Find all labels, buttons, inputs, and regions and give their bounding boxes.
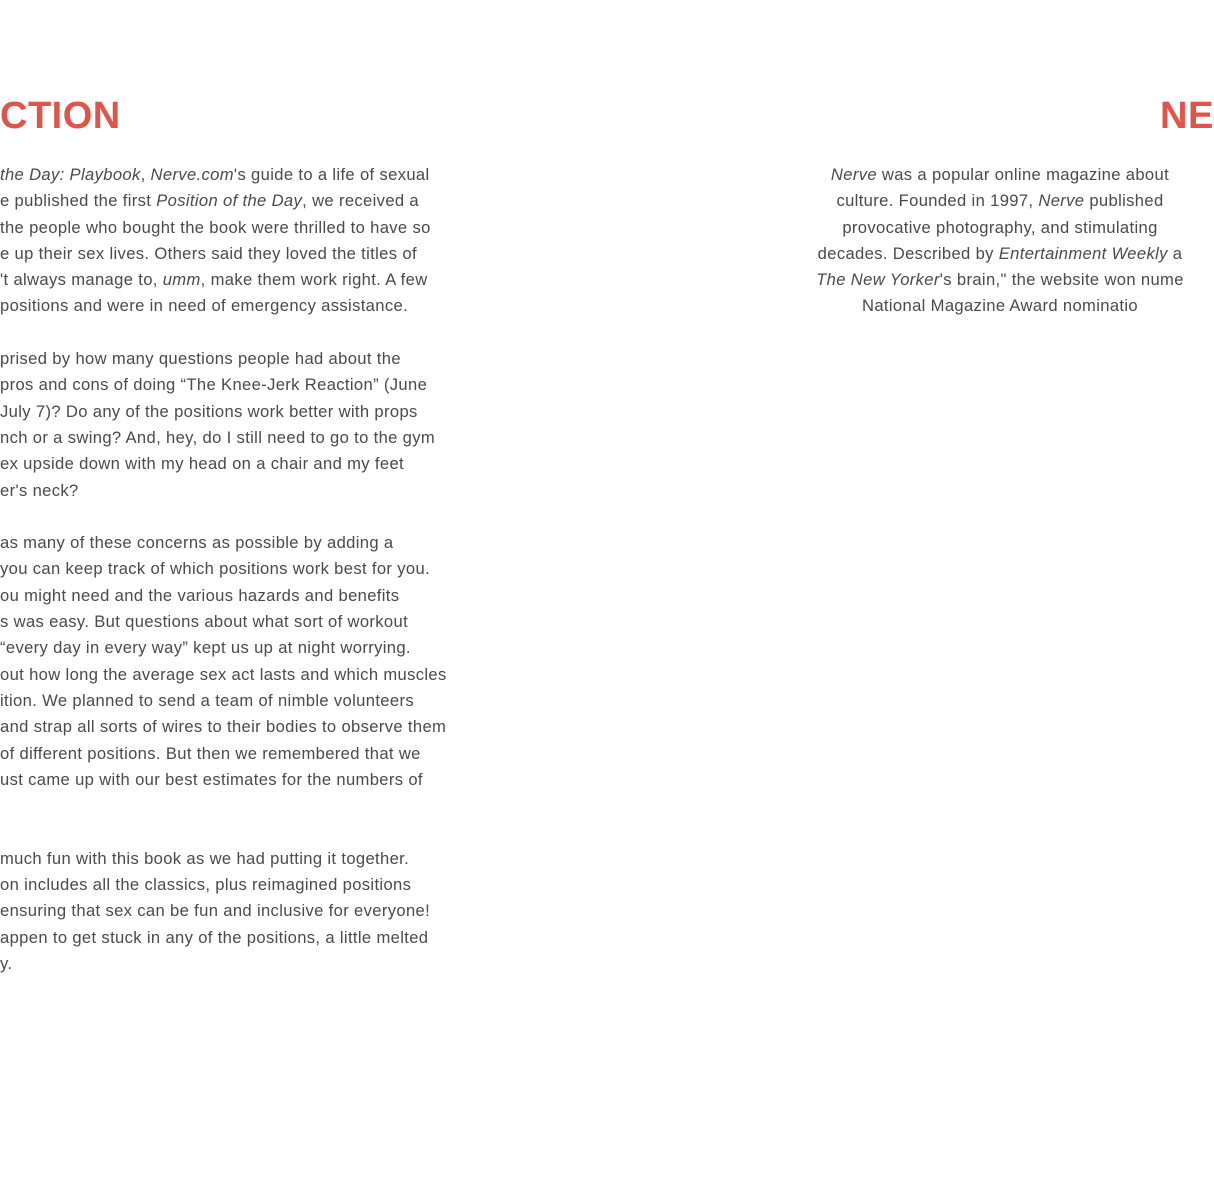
text-run: much fun with this book as we had putting it together. [0, 848, 410, 868]
text-run: appen to get stuck in any of the positions, a little melted [0, 927, 429, 947]
text-line [0, 767, 447, 793]
introduction-text [0, 162, 447, 977]
text-run: provocative photography, and stimulating [842, 217, 1158, 237]
text-run: the people who bought the book were thrilled to have so [0, 217, 431, 237]
text-run: “every day in every way” kept us up at night worrying. [0, 638, 411, 658]
text-run: ou might need and the various hazards and benefits [0, 585, 400, 605]
text-run: 't always manage to, [0, 270, 163, 290]
text-run: , make them work right. A few [200, 270, 428, 290]
paragraph [790, 162, 1210, 320]
text-line [0, 793, 447, 819]
nerve-heading: NE [1160, 95, 1214, 137]
text-run: ex upside down with my head on a chair and my feet [0, 454, 404, 474]
text-run: ust came up with our best estimates for the numbers of [0, 769, 423, 789]
paragraph [0, 846, 447, 977]
paragraph [0, 162, 447, 320]
text-line [0, 346, 447, 372]
text-run: positions and were in need of emergency assistance. [0, 296, 409, 316]
text-run: ition. We planned to send a team of nimble volunteers [0, 690, 414, 710]
text-run: published [1084, 191, 1164, 211]
text-line [0, 898, 447, 924]
text-line [790, 215, 1210, 241]
paragraph-gap [0, 819, 447, 845]
text-run: decades. Described by [817, 243, 999, 263]
text-line [0, 267, 447, 293]
text-run: prised by how many questions people had about the [0, 349, 401, 369]
text-line [0, 188, 447, 214]
italic-text: Entertainment Weekly [998, 243, 1168, 263]
text-line [0, 372, 447, 398]
text-line [0, 556, 447, 582]
text-run: 's guide to a life of sexual [233, 165, 430, 184]
text-line [0, 714, 447, 740]
text-line [790, 241, 1210, 267]
italic-text: umm [162, 270, 201, 290]
text-run: er's neck? [0, 480, 79, 500]
text-run: y. [0, 953, 13, 973]
text-line [0, 399, 447, 425]
text-line [0, 872, 447, 898]
paragraph [0, 346, 447, 504]
text-run: nch or a swing? And, hey, do I still need to go to the gym [0, 427, 436, 447]
text-line [0, 241, 447, 267]
text-run: e up their sex lives. Others said they loved the titles of [0, 243, 417, 263]
text-run: and strap all sorts of wires to their bodies to observe them [0, 717, 447, 737]
text-run: National Magazine Award nominatio [862, 296, 1138, 316]
text-line [0, 583, 447, 609]
text-line [0, 609, 447, 635]
text-line [790, 162, 1210, 188]
text-line [0, 741, 447, 767]
about-nerve-text [790, 162, 1210, 320]
text-run: ensuring that sex can be fun and inclusive for everyone! [0, 901, 431, 921]
text-line [0, 162, 447, 188]
text-line [0, 662, 447, 688]
text-run: out how long the average sex act lasts and which muscles [0, 664, 447, 684]
introduction-heading: CTION [0, 95, 121, 137]
text-line [0, 635, 447, 661]
text-line [0, 530, 447, 556]
text-run: e published the first [0, 191, 157, 211]
text-run: was a popular online magazine about [876, 165, 1170, 184]
text-line [0, 293, 447, 319]
italic-text: Nerve [830, 165, 877, 184]
text-line [0, 478, 447, 504]
text-run: s was easy. But questions about what sort of workout [0, 612, 409, 632]
text-run: , [140, 165, 151, 184]
italic-text: The New Yorker [816, 270, 940, 290]
text-run: on includes all the classics, plus reimagined positions [0, 875, 412, 895]
text-line [0, 215, 447, 241]
text-line [0, 846, 447, 872]
text-run: culture. Founded in 1997, [836, 191, 1039, 211]
text-line [790, 267, 1210, 293]
text-run: as many of these concerns as possible by adding a [0, 533, 394, 553]
italic-text: Nerve [1038, 191, 1085, 211]
italic-text: the Day: Playbook [0, 165, 141, 184]
text-line [790, 293, 1210, 319]
text-run: 's brain," the website won nume [939, 270, 1184, 290]
paragraph-gap [0, 320, 447, 346]
text-run: pros and cons of doing “The Knee-Jerk Reaction” (June [0, 375, 428, 395]
text-line [790, 188, 1210, 214]
text-line [0, 688, 447, 714]
paragraph-gap [0, 504, 447, 530]
text-run: a [1167, 243, 1183, 263]
text-line [0, 451, 447, 477]
text-run: July 7)? Do any of the positions work better with props [0, 401, 418, 421]
text-run: you can keep track of which positions work best for you. [0, 559, 431, 579]
text-line [0, 925, 447, 951]
text-run: of different positions. But then we remembered that we [0, 743, 421, 763]
italic-text: Position of the Day [156, 191, 303, 211]
text-line [0, 951, 447, 977]
italic-text: Nerve.com [150, 165, 234, 184]
text-run: , we received a [302, 191, 420, 211]
paragraph [0, 530, 447, 819]
text-line [0, 425, 447, 451]
